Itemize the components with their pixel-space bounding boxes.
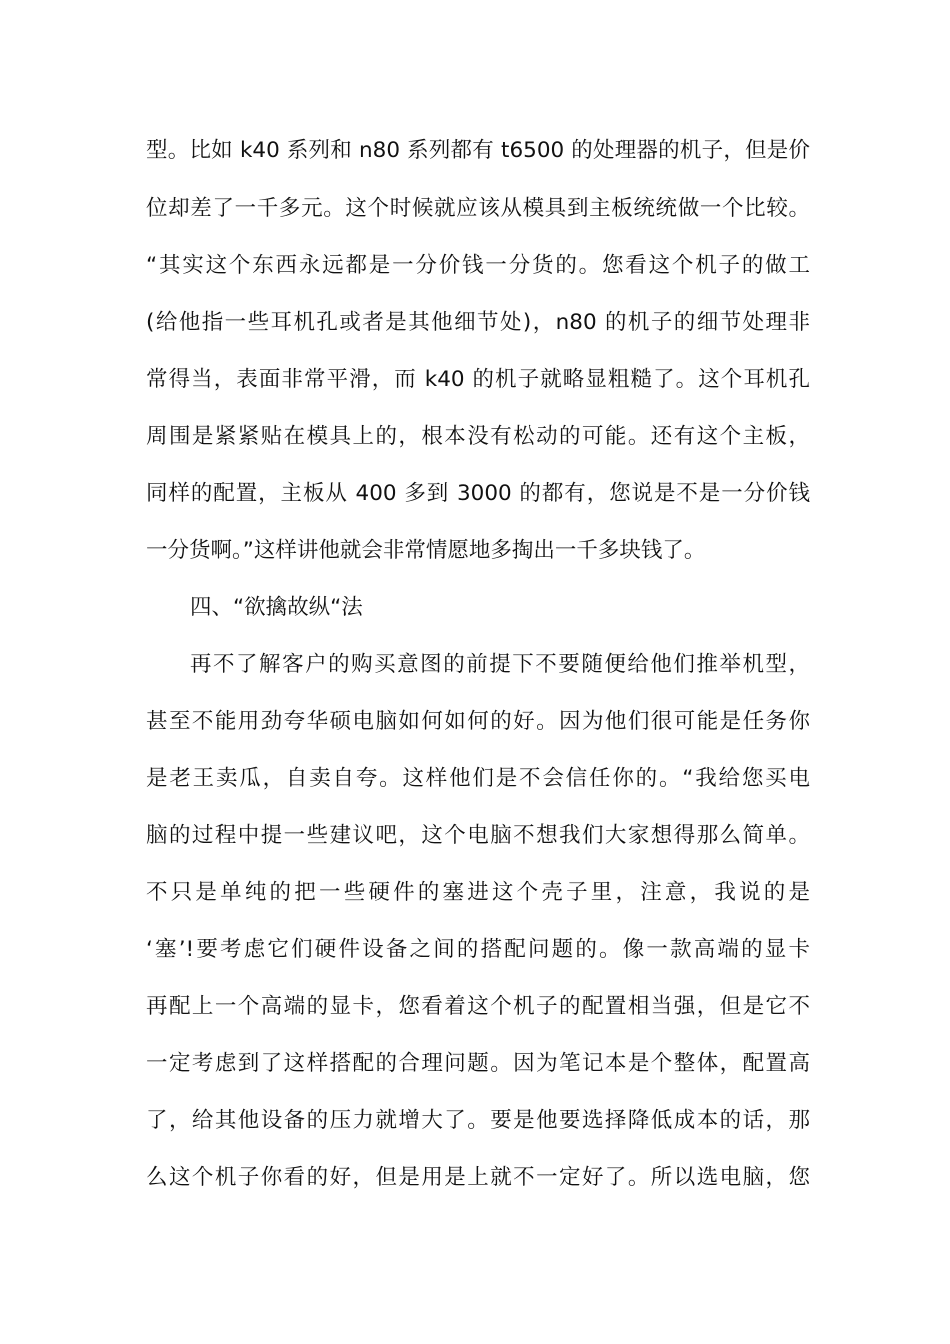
paragraph-line: 再配上一个高端的显卡，您看着这个机子的配置相当强，但是它不 (146, 994, 810, 1019)
paragraph-line: 甚至不能用劲夸华硕电脑如何如何的好。因为他们很可能是任务你 (146, 709, 810, 734)
paragraph-line: 再不了解客户的购买意图的前提下不要随便给他们推举机型， (190, 652, 810, 677)
paragraph-line: 不只是单纯的把一些硬件的塞进这个壳子里，注意，我说的是 (146, 880, 810, 905)
paragraph-line: 一定考虑到了这样搭配的合理问题。因为笔记本是个整体，配置高 (146, 1051, 810, 1076)
paragraph-line: “其实这个东西永远都是一分价钱一分货的。您看这个机子的做工 (146, 253, 810, 278)
paragraph-line: 位却差了一千多元。这个时候就应该从模具到主板统统做一个比较。 (146, 196, 810, 221)
paragraph-line: 脑的过程中提一些建议吧，这个电脑不想我们大家想得那么简单。 (146, 823, 810, 848)
paragraph-line: 周围是紧紧贴在模具上的，根本没有松动的可能。还有这个主板， (146, 424, 810, 449)
paragraph-line: 了，给其他设备的压力就增大了。要是他要选择降低成本的话，那 (146, 1108, 810, 1133)
paragraph-line: 么这个机子你看的好，但是用是上就不一定好了。所以选电脑，您 (146, 1165, 810, 1190)
paragraph-line: 型。比如 k40 系列和 n80 系列都有 t6500 的处理器的机子，但是价 (146, 138, 810, 163)
paragraph-line: 是老王卖瓜，自卖自夸。这样他们是不会信任你的。“我给您买电 (146, 766, 810, 791)
paragraph-line: ‘塞’!要考虑它们硬件设备之间的搭配问题的。像一款高端的显卡 (146, 937, 810, 962)
section-heading: 四、“欲擒故纵“法 (190, 595, 363, 620)
paragraph-line: 一分货啊。”这样讲他就会非常情愿地多掏出一千多块钱了。 (146, 538, 706, 563)
paragraph-line: 同样的配置，主板从 400 多到 3000 的都有，您说是不是一分价钱 (146, 481, 810, 506)
paragraph-line: 常得当，表面非常平滑，而 k40 的机子就略显粗糙了。这个耳机孔 (146, 367, 810, 392)
paragraph-line: (给他指一些耳机孔或者是其他细节处)，n80 的机子的细节处理非 (146, 310, 810, 335)
